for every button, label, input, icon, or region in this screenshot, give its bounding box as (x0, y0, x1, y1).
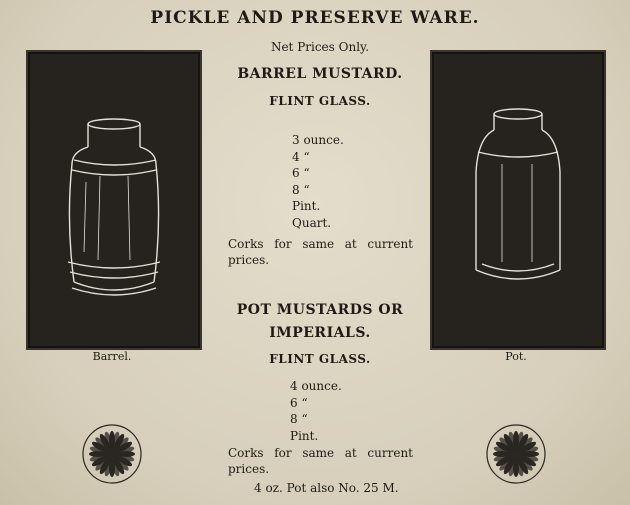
list-item: 6 “ (292, 166, 310, 180)
barrel-illustration (26, 50, 202, 350)
pot-extra-note: 4 oz. Pot also No. 25 M. (254, 481, 399, 495)
pot-caption: Pot. (505, 350, 527, 363)
list-item: Pint. (290, 428, 319, 443)
pot-subheading: FLINT GLASS. (269, 352, 371, 366)
pot-illustration (430, 50, 606, 350)
pot-heading-line2: IMPERIALS. (269, 325, 371, 341)
net-prices-note: Net Prices Only. (270, 40, 370, 54)
barrel-caption: Barrel. (92, 350, 132, 363)
list-item: 3 ounce. (292, 133, 344, 147)
page-title: PICKLE AND PRESERVE WARE. (150, 8, 480, 28)
pot-corks-note: Corks for same at current prices. (228, 446, 413, 476)
list-item: 4 “ (292, 149, 310, 164)
list-item: 8 “ (292, 182, 310, 197)
list-item: 4 ounce. (290, 379, 342, 393)
pot-jar-image (432, 52, 604, 348)
list-item: Quart. (292, 215, 332, 230)
list-item: Pint. (292, 199, 321, 213)
barrel-subheading: FLINT GLASS. (269, 94, 371, 108)
pot-size-list (290, 378, 342, 444)
barrel-jar-image (28, 52, 200, 348)
barrel-heading: BARREL MUSTARD. (237, 66, 403, 82)
barrel-corks-note: Corks for same at current prices. (228, 237, 413, 267)
pot-heading-line1: POT MUSTARDS OR (236, 302, 404, 318)
list-item: 8 “ (290, 412, 308, 426)
left-rosette-icon (80, 422, 144, 486)
right-rosette-icon (484, 422, 548, 486)
list-item: 6 “ (290, 395, 308, 410)
barrel-size-list (292, 132, 344, 231)
